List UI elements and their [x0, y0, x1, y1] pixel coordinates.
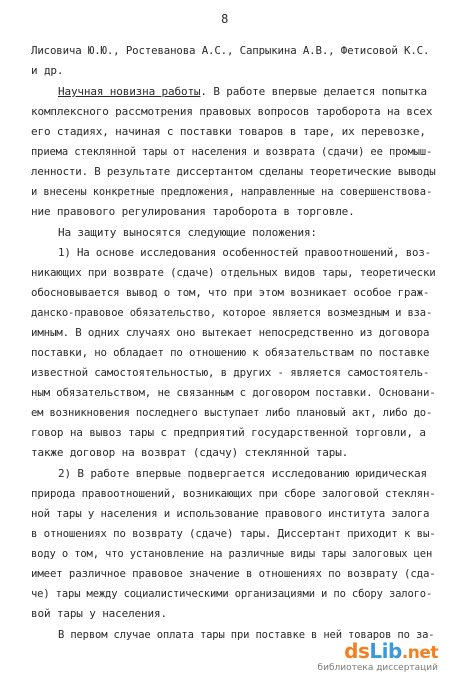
text-line: и внесены конкретные предложения, направленные на совершенствова-	[31, 186, 433, 198]
text-line: воду о том, что установление на различные виды тары залоговых цен	[31, 548, 433, 560]
text-line	[58, 85, 427, 99]
dslib-watermark	[298, 640, 438, 678]
text-line: его стадиях, начиная с поставки товаров в таре, их перевозке,	[31, 125, 426, 138]
text-line: На защиту выносятся следующие положения:	[58, 226, 317, 239]
text-line: известной самостоятельностью, в других - является самостоятель-	[31, 366, 430, 379]
text-line: комплексного рассмотрения правовых вопросов тароборота на всех	[31, 105, 433, 118]
underlined-heading: Научная новизна работы	[58, 85, 201, 98]
text-line: данско-правовое обязательство, которое является возмездным и вза-	[31, 307, 433, 319]
text-line: ленности. В результате диссертантом сделаны теоретические выводы	[31, 165, 436, 178]
text-line: че) тары между социалистическими организациями и по сбору залого-	[31, 588, 433, 600]
text-line: в отношениях по возврату (сдаче) тары. Диссертант приходит к вы-	[31, 527, 436, 540]
text-line: ние правового регулирования тароборота в торговле.	[31, 205, 355, 218]
text-line: приема стеклянной тары от населения и возврата (сдачи) ее промыш-	[31, 146, 433, 158]
text-fragment: . В работе впервые делается попытка	[200, 85, 427, 98]
text-line: ным обязательством, не связанным с договором поставки. Основани-	[31, 386, 436, 399]
page-number: 8	[221, 12, 229, 26]
text-line: обосновывается вывод о том, что при этом возникает особое граж-	[31, 286, 430, 299]
text-line: имеет различное правовое значение в отношениях по возврату (сда-	[31, 567, 436, 580]
text-line: ем возникновения последнего выступает либо плановый акт, либо до-	[31, 407, 433, 419]
text-line: В первом случае оплата тары при поставке в ней товаров по за-	[58, 629, 435, 641]
text-line: также договор на возврат (сдачу) стеклянной тары.	[31, 446, 349, 459]
watermark-subtitle: библиотека диссертаций	[317, 663, 438, 673]
text-line: и др.	[31, 64, 64, 77]
text-line: Лисовича Ю.Ю., Ростеванова А.С., Сапрыкина А.В., Фетисовой К.С.	[31, 44, 430, 57]
dslib-logo: dsLib.net	[344, 639, 438, 663]
text-line: ной тары у населения и использование правового института залога	[31, 507, 430, 520]
text-line: 1) На основе исследования особенностей правоотношений, воз-	[58, 246, 432, 259]
text-line: поставки, но обладает по отношению к обязательствам по поставке	[31, 346, 430, 359]
text-line: вой тары у населения.	[31, 607, 167, 620]
text-line: имным. В одних случаях оно вытекает непосредственно из договора	[31, 326, 430, 339]
text-line: 2) В работе впервые подвергается исследованию юридическая	[58, 467, 427, 480]
text-line: никающих при возврате (сдаче) отдельных видов тары, теоретически	[31, 266, 436, 279]
text-line: говор на вывоз тары с предприятий государственной торговли, а	[31, 426, 426, 439]
text-line: природа правоотношений, возникающих при сборе залоговой стеклян-	[31, 487, 436, 500]
